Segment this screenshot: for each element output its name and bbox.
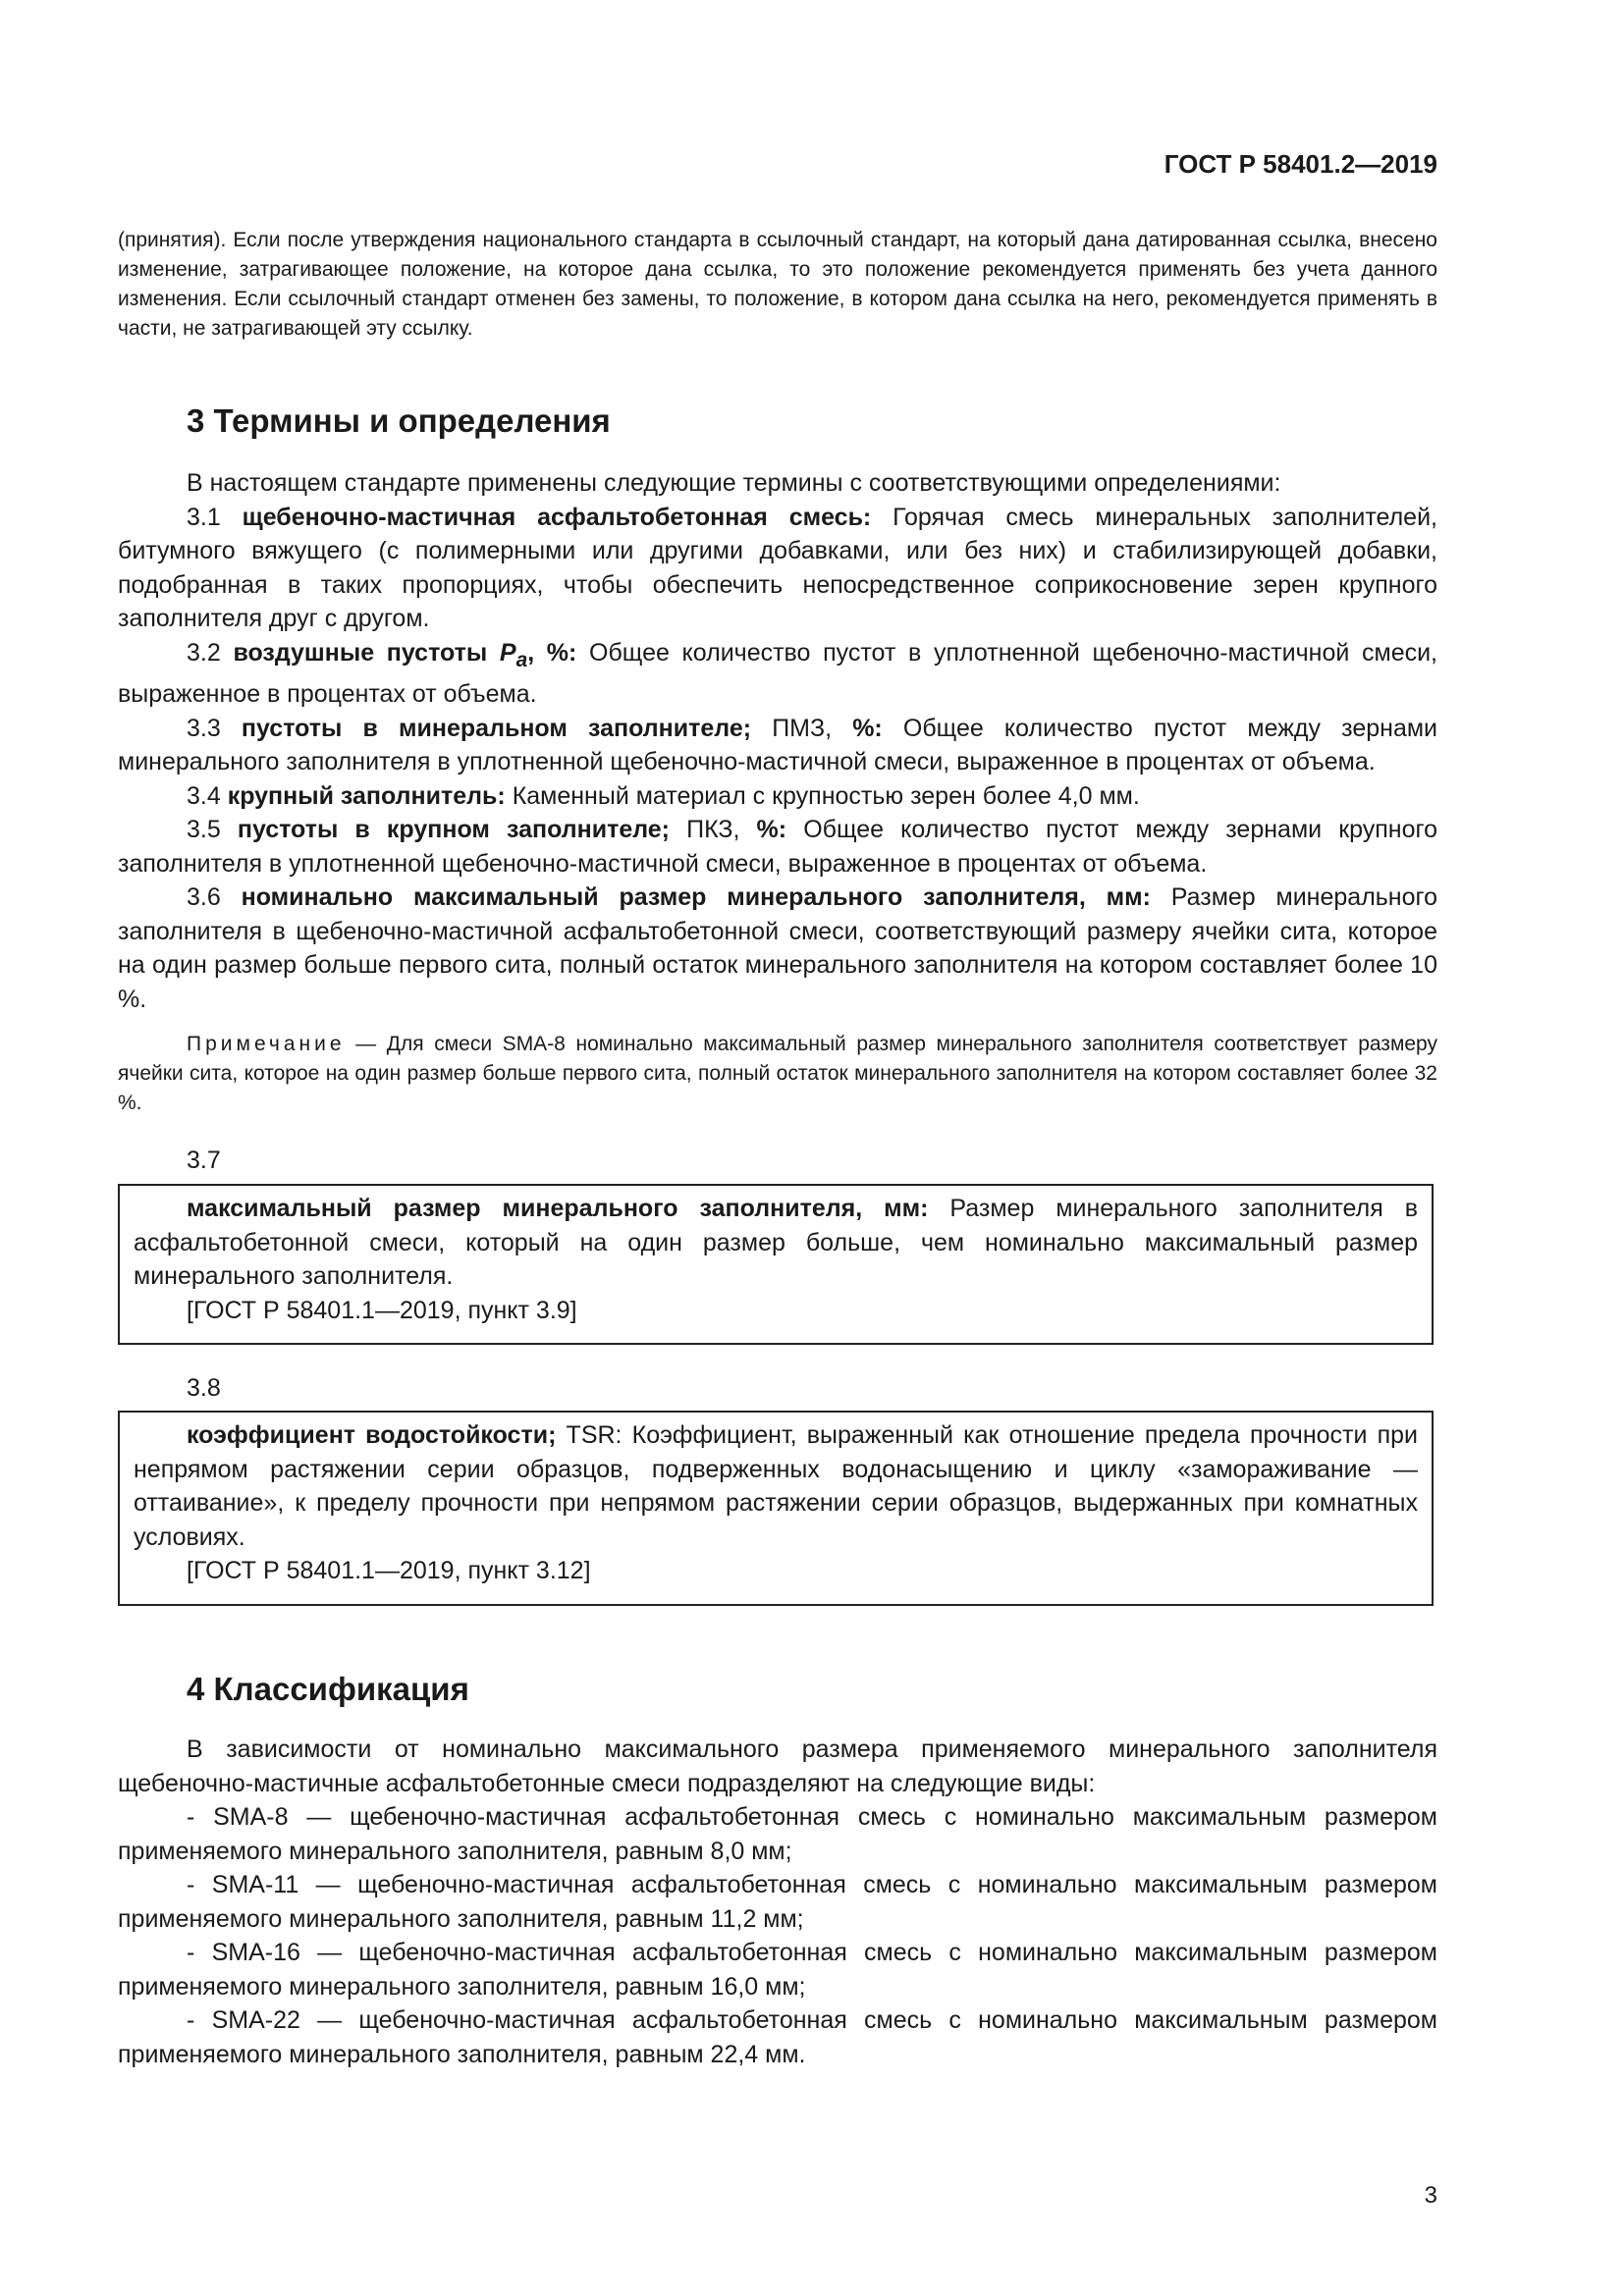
page-number: 3 [1424,2182,1437,2209]
term-3-5: 3.5 пустоты в крупном заполнителе; ПКЗ, %: Общее количество пустот между зернами крупного заполнителя в уплотненной щебеночно-мастичной смеси, выраженное в процентах от объема. [118,816,1437,878]
term-3-8: коэффициент водостойкости; TSR: Коэффициент, выраженный как отношение предела прочности при непрямом растяжении серии образцов, подверженных водонасыщению и циклу «замораживание — оттаивание», к пределу прочности при непрямом растяжении серии образцов, выдержанных при комнатных условиях. [134,1421,1418,1551]
term-3-8-box [118,1411,1434,1606]
section-3-lead: В настоящем стандарте применены следующие термины с соответствующими определениями: [187,469,1281,497]
intro-paragraph: (принятия). Если после утверждения национального стандарта в ссылочный стандарт, на который дана датированная ссылка, внесено изменение, затрагивающее положение, на которое дана ссылка, то это положение рекомендуется применять без учета данного изменения. Если ссылочный стандарт отменен без замены, то положение, в котором дана ссылка на него, рекомендуется применять в части, не затрагивающей эту ссылку. [118,229,1437,340]
term-3-8-source: [ГОСТ Р 58401.1—2019, пункт 3.12] [187,1557,591,1584]
section-3-title: 3 Термины и определения [187,402,611,439]
term-3-8-number: 3.8 [187,1374,221,1402]
list-item: - SMA-16 — щебеночно-мастичная асфальтобетонная смесь с номинально максимальным размером применяемого минерального заполнителя, равным 16,0 мм; [118,1939,1437,2001]
list-item: - SMA-8 — щебеночно-мастичная асфальтобетонная смесь с номинально максимальным размером применяемого минерального заполнителя, равным 8,0 мм; [118,1803,1437,1865]
term-3-3: 3.3 пустоты в минеральном заполнителе; ПМЗ, %: Общее количество пустот между зернами минерального заполнителя в уплотненной щебеночно-мастичной смеси, выраженное в процентах от объема. [118,714,1438,775]
term-3-7-box [118,1184,1434,1345]
section-3-body [118,466,1437,1118]
document-id: ГОСТ Р 58401.2—2019 [1164,149,1437,179]
term-3-2: 3.2 воздушные пустоты $P_a$, %: Общее количество пустот в уплотненной щебеночно-мастичной смеси, выраженное в процентах от объема. [118,638,1438,708]
term-3-6: 3.6 номинально максимальный размер минерального заполнителя, мм: Размер минерального заполнителя в щебеночно-мастичной асфальтобетонной смеси, соответствующий размеру ячейки сита, которое на один размер больше первого сита, полный остаток минерального заполнителя на котором составляет более 10 %. [118,883,1437,1013]
term-3-7: максимальный размер минерального заполнителя, мм: Размер минерального заполнителя в асфальтобетонной смеси, который на один размер больше, чем номинально максимальный размер минерального заполнителя. [134,1195,1418,1290]
term-3-7-source: [ГОСТ Р 58401.1—2019, пункт 3.9] [187,1296,577,1324]
term-3-7-number: 3.7 [187,1147,221,1174]
term-3-1: 3.1 щебеночно-мастичная асфальтобетонная смесь: Горячая смесь минеральных заполнителей, битумного вяжущего (с полимерными или другими добавками, или без них) и стабилизирующей добавки, подобранная в таких пропорциях, чтобы обеспечить непосредственное соприкосновение зерен крупного заполнителя друг с другом. [118,503,1437,632]
note: Примечание — Для смеси SMA-8 номинально максимальный размер минерального заполнителя соответствует размеру ячейки сита, которое на один размер больше первого сита, полный остаток минерального заполнителя на котором составляет более 32 %. [118,1033,1437,1114]
list-item: - SMA-22 — щебеночно-мастичная асфальтобетонная смесь с номинально максимальным размером применяемого минерального заполнителя, равным 22,4 мм. [118,2006,1437,2068]
section-4-lead: В зависимости от номинально максимального размера применяемого минерального заполнителя щебеночно-мастичные асфальтобетонные смеси подразделяют на следующие виды: [118,1735,1437,1797]
section-4-body [118,1733,1437,2071]
section-4-title: 4 Классификация [187,1671,469,1707]
term-3-4: 3.4 крупный заполнитель: Каменный материал с крупностью зерен более 4,0 мм. [187,781,1140,810]
list-item: - SMA-11 — щебеночно-мастичная асфальтобетонная смесь с номинально максимальным размером применяемого минерального заполнителя, равным 11,2 мм; [118,1871,1437,1933]
